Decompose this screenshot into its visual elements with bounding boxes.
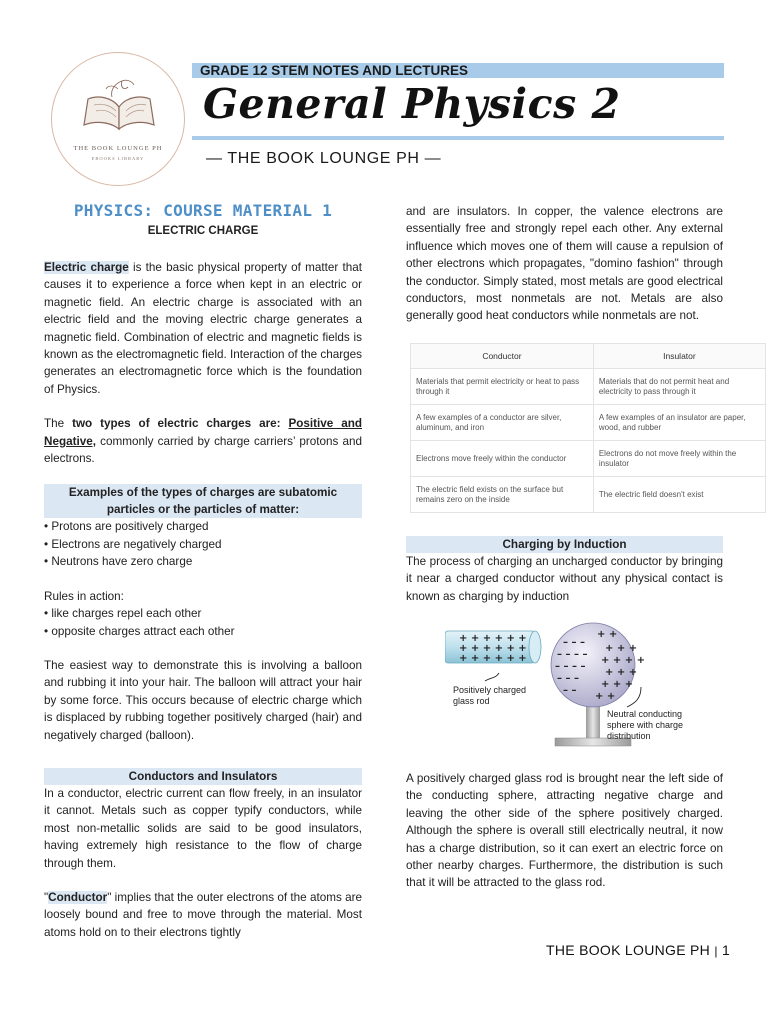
conductor-term: Conductor	[48, 890, 108, 904]
table-cell: Electrons move freely within the conductor	[411, 441, 594, 477]
table-cell: Materials that permit electricity or heat to pass through it	[411, 369, 594, 405]
bold-text: two types of electric charges are:	[72, 417, 289, 431]
charge-types-paragraph	[44, 415, 362, 467]
table-row	[411, 441, 766, 477]
svg-text:+ + + + + +: + + + + + +	[459, 653, 527, 664]
table-row	[411, 477, 766, 513]
table-cell: Materials that do not permit heat and electricity to pass through it	[593, 369, 765, 405]
conductor-insulator-table	[410, 343, 766, 513]
rules-list	[44, 605, 362, 640]
svg-text:+ + +: + + +	[601, 679, 634, 690]
right-column	[406, 203, 723, 325]
table-cell: The electric field doesn't exist	[593, 477, 765, 513]
logo	[51, 52, 185, 186]
svg-text:+ + + + + +: + + + + + +	[459, 633, 527, 644]
electric-charge-term: Electric charge	[44, 261, 129, 274]
conductor-paragraph: In a conductor, electric current can flow freely, in an insulator it cannot. Metals such as copper typify conductors, while most non-metallic solids are said to be good insulators, having extremely high resistance to the flow of charge through them.	[44, 786, 362, 870]
paragraph-text: commonly carried by charge carriers’ protons and electrons.	[44, 434, 362, 466]
quote-mark: "	[44, 890, 49, 904]
sphere-label-arrow	[627, 687, 641, 707]
induction-section	[406, 536, 723, 605]
footer-brand: THE BOOK LOUNGE PH	[546, 942, 711, 958]
table-header: Insulator	[593, 344, 765, 369]
svg-text:– – –: – – –	[563, 637, 585, 648]
left-column	[44, 200, 362, 941]
table-header-row	[411, 344, 766, 369]
page-number: 1	[721, 942, 731, 958]
conductors-heading: Conductors and Insulators	[44, 768, 362, 785]
examples-heading: Examples of the types of charges are subatomic particles or the particles of matter:	[44, 484, 362, 518]
section-subtitle: ELECTRIC CHARGE	[147, 225, 259, 237]
svg-text:– – –: – – –	[557, 673, 579, 684]
table-header: Conductor	[411, 344, 594, 369]
induction-paragraph: The process of charging an uncharged conductor by bringing it near a charged conductor without any physical contact is known as charging by induction	[406, 555, 723, 603]
rod-label-arrow	[485, 673, 499, 681]
open-book-icon	[74, 77, 164, 143]
list-item: • opposite charges attract each other	[44, 624, 235, 638]
table-cell: The electric field exists on the surface but remains zero on the inside	[411, 477, 594, 513]
table-cell: A few examples of a conductor are silver, aluminum, and iron	[411, 405, 594, 441]
conductor-definition-paragraph	[44, 889, 362, 941]
glass-rod-section	[406, 770, 723, 892]
brand-line: — THE BOOK LOUNGE PH —	[206, 150, 442, 167]
table-cell: A few examples of an insulator are paper, wood, and rubber	[593, 405, 765, 441]
list-item: • like charges repel each other	[44, 607, 202, 621]
logo-subtext: EBOOKS LIBRARY	[91, 156, 145, 161]
table-row	[411, 405, 766, 441]
svg-text:– – – –: – – – –	[555, 661, 586, 672]
paragraph-text: " implies that the outer electrons of the atoms are loosely bound and free to move through the material. Most atoms hold on to their electrons tightly	[44, 890, 362, 939]
svg-text:+ + +: + + +	[605, 643, 638, 654]
insulator-paragraph: and are insulators. In copper, the valence electrons are essentially free and strongly repel each other. Any external influence which moves one of them will cause a repulsion of other electrons which propagates, "domino fashion" through the conductor. Simply stated, most metals are good electrical conductors, most nonmetals are not. Metals are also generally good heat conductors while nonmetals are not.	[406, 205, 723, 323]
list-item: • Protons are positively charged	[44, 520, 209, 534]
title-divider	[192, 136, 724, 140]
glass-rod-paragraph: A positively charged glass rod is brought near the left side of the conducting sphere, attracting negative charge and leaving the other side of the sphere positively charged. Although the sphere is overall still electrically neutral, it now has a charge distribution, so it can exert an electric force on other nearby charges. Furthermore, the distribution is such that it will be attracted to the glass rod.	[406, 772, 723, 890]
sphere-label: Neutral conducting sphere with charge distribution	[607, 709, 684, 741]
induction-heading: Charging by Induction	[406, 536, 723, 553]
svg-text:+ + +: + + +	[605, 667, 638, 678]
grade-label: GRADE 12 STEM NOTES AND LECTURES	[200, 63, 469, 78]
electric-charge-paragraph	[44, 259, 362, 398]
balloon-paragraph: The easiest way to demonstrate this is involving a balloon and rubbing it into your hair. The balloon will attract your hair by some force. This occurs because of electric charge which is displaced by rubbing together positively charged (hair) and negatively charged (balloon).	[44, 658, 362, 742]
rules-heading: Rules in action:	[44, 589, 124, 603]
svg-text:+ + + + + +: + + + + + +	[459, 643, 527, 654]
list-item: • Electrons are negatively charged	[44, 537, 222, 551]
footer-separator: |	[714, 944, 718, 958]
paragraph-text: The	[44, 417, 73, 431]
svg-text:– –: – –	[563, 685, 577, 696]
table-cell: Electrons do not move freely within the insulator	[593, 441, 765, 477]
page-footer	[546, 942, 730, 958]
list-item: • Neutrons have zero charge	[44, 555, 193, 569]
table-row	[411, 369, 766, 405]
svg-text:+ +: + +	[597, 629, 618, 640]
svg-text:+ + + +: + + + +	[601, 655, 645, 666]
svg-text:– – – –: – – – –	[557, 649, 588, 660]
rod-label: Positively charged glass rod	[453, 685, 527, 706]
paragraph-text: is the basic physical property of matter that causes it to experience a force when kept in an electric or magnetic field. An electric charge is associated with an electric field and the moving electric charge generates a magnetic field. Combination of electric and magnetic fields is known as the electromagnetic field. Interaction of the charges generates an electromagnetic force which is the foundation of Physics.	[44, 261, 362, 396]
logo-text: THE BOOK LOUNGE PH	[73, 145, 163, 152]
underlined-text: Positive and Negative,	[44, 417, 362, 448]
svg-text:+ +: + +	[595, 691, 616, 702]
page-title: General Physics 2	[203, 80, 621, 128]
examples-list	[44, 518, 362, 570]
rod-charges	[459, 633, 527, 664]
course-title: PHYSICS: COURSE MATERIAL 1	[73, 201, 333, 220]
